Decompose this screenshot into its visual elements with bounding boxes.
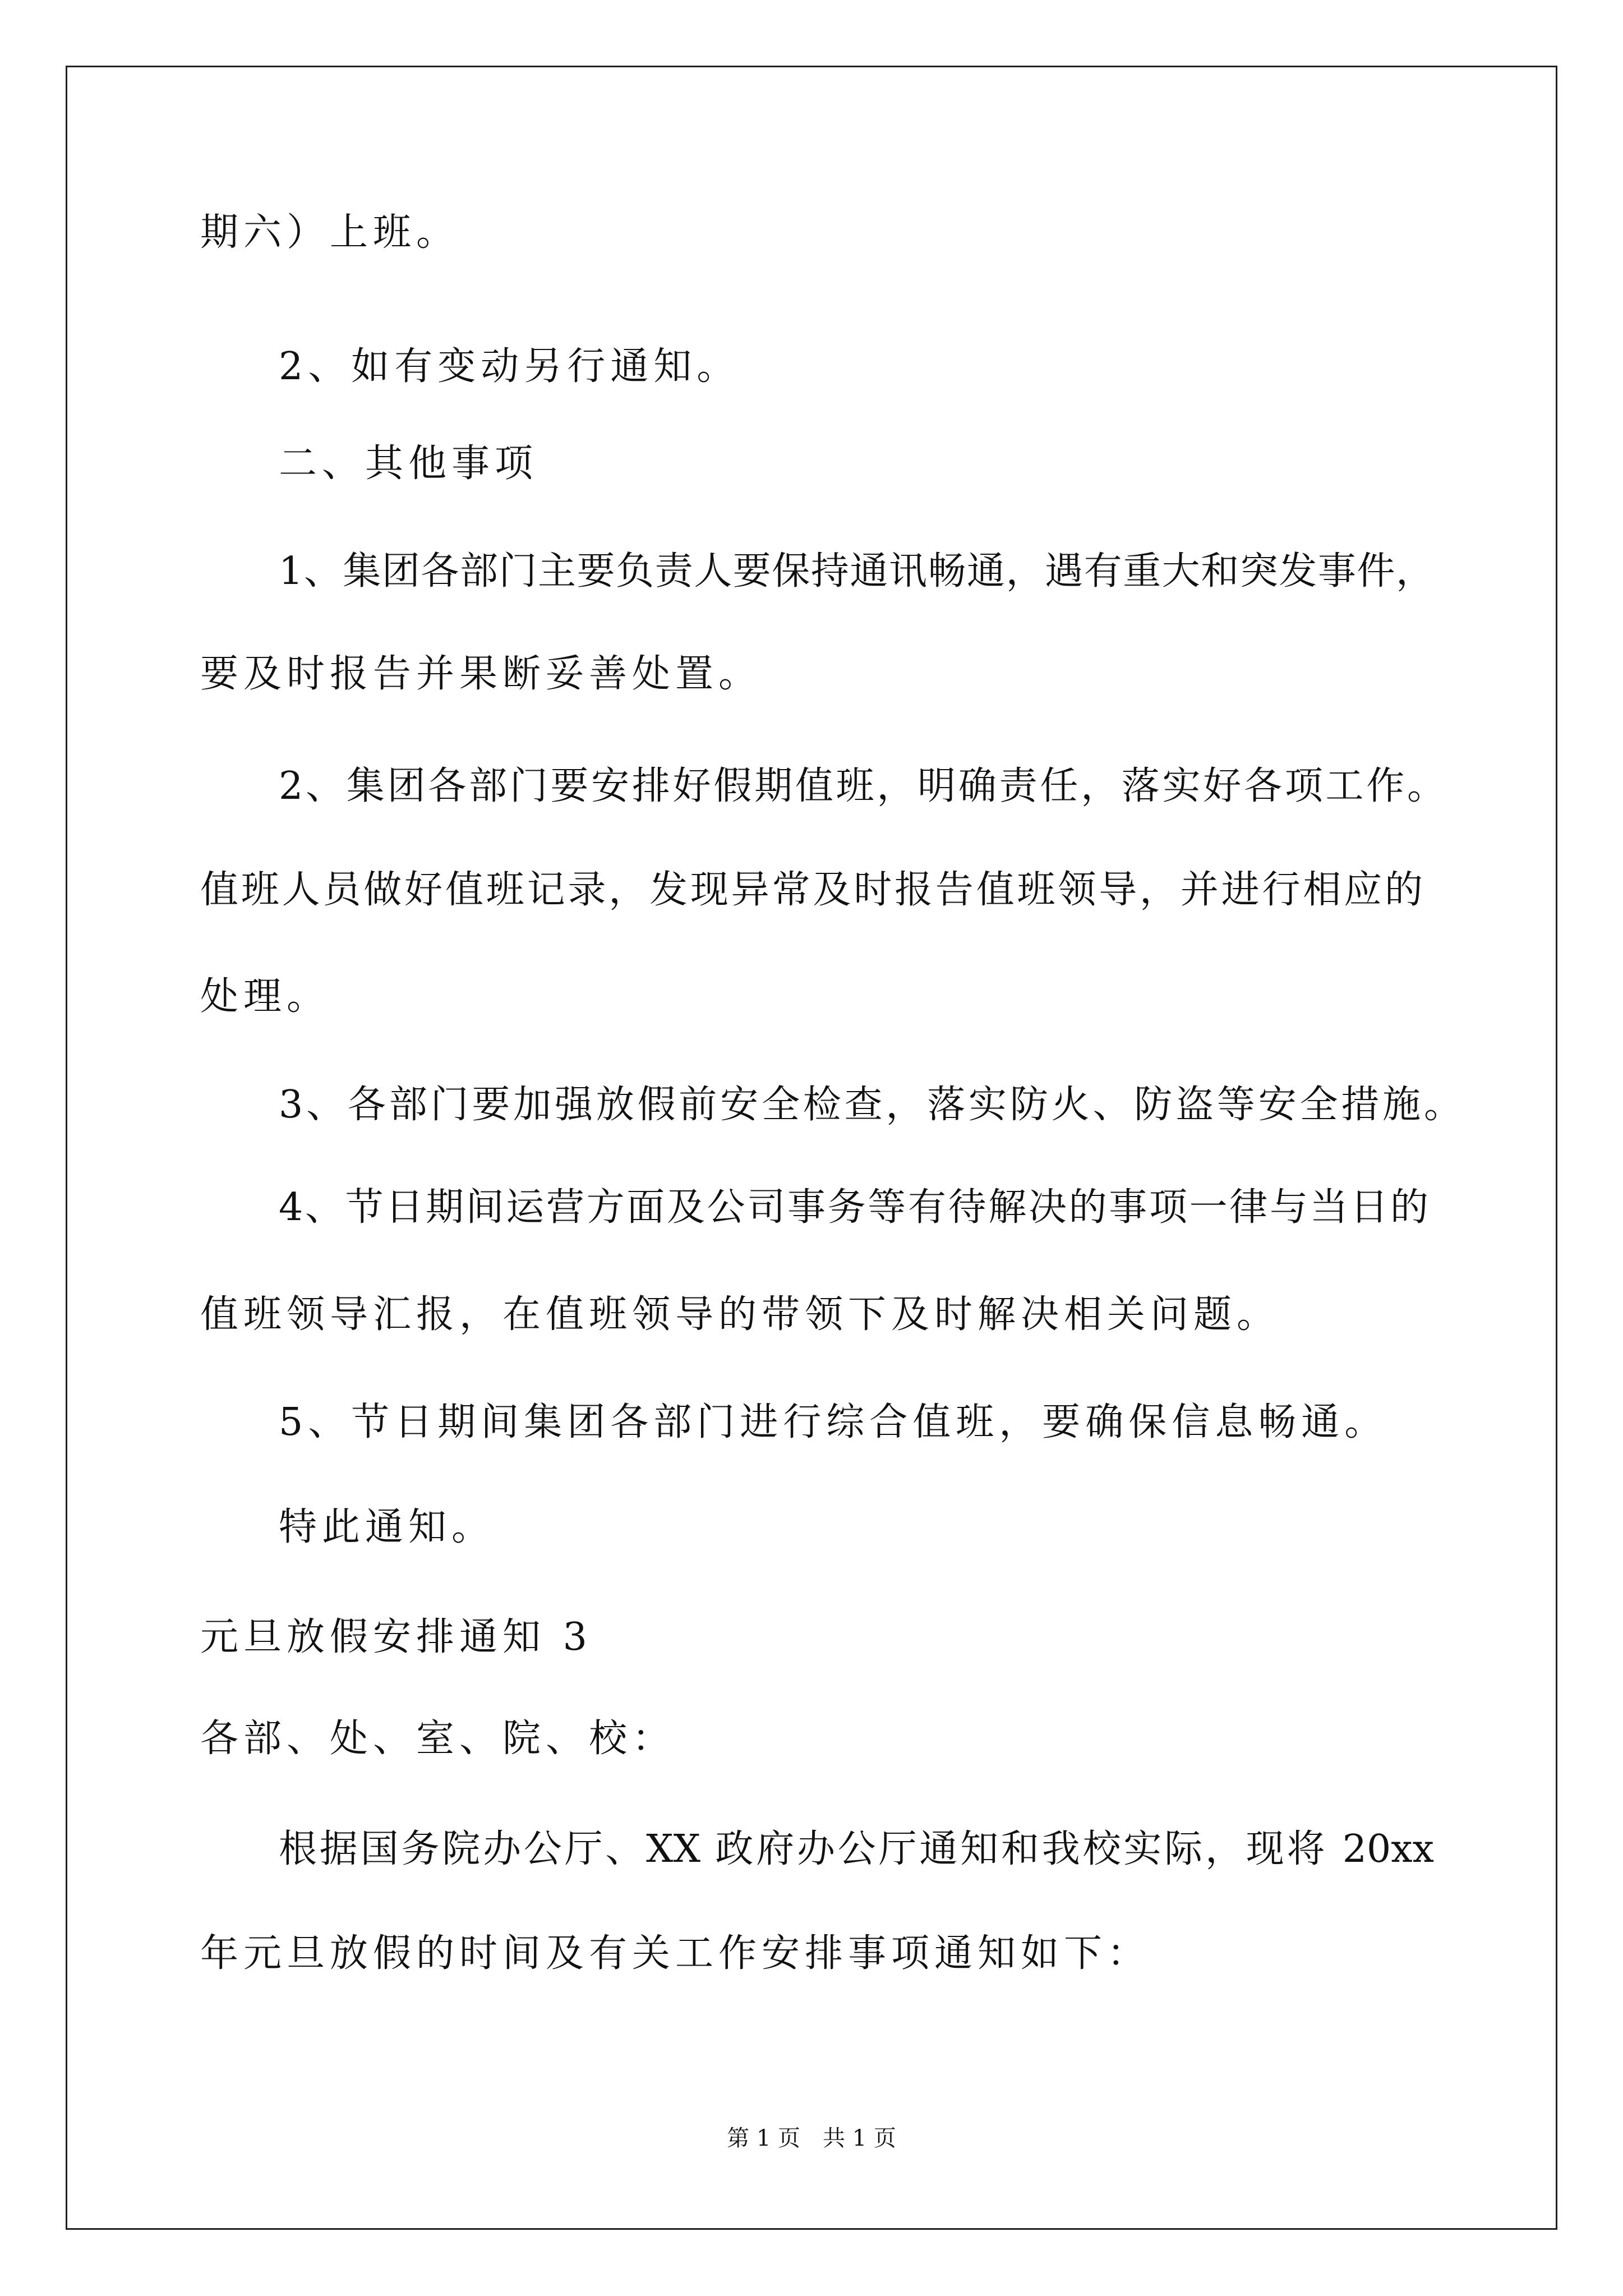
text-line: 年元旦放假的时间及有关工作安排事项通知如下： [200,1931,1151,1976]
salutation: 各部、处、室、院、校： [200,1717,676,1761]
text-line: 2、集团各部门要安排好假期值班，明确责任，落实好各项工作。 [279,764,1445,808]
text-line: 期六）上班。 [200,210,460,255]
text-line: 要及时报告并果断妥善处置。 [200,652,762,696]
text-line: 2、如有变动另行通知。 [279,344,740,389]
section-heading: 二、其他事项 [279,441,538,486]
text-line: 值班人员做好值班记录，发现异常及时报告值班领导，并进行相应的 [200,868,1423,912]
text-line: 3、各部门要加强放假前安全检查，落实防火、防盗等安全措施。 [279,1083,1462,1127]
text-line: 4、节日期间运营方面及公司事务等有待解决的事项一律与当日的 [279,1185,1428,1230]
text-line: 5、节日期间集团各部门进行综合值班，要确保信息畅通。 [279,1400,1388,1444]
text-line: 特此通知。 [279,1505,495,1549]
section-title: 元旦放假安排通知 3 [200,1615,592,1659]
text-line: 值班领导汇报，在值班领导的带领下及时解决相关问题。 [200,1292,1280,1337]
text-line: 处理。 [200,974,330,1019]
page-footer: 第 1 页 共 1 页 [727,2125,896,2151]
page-border [66,66,1557,2230]
text-line: 根据国务院办公厅、XX 政府办公厅通知和我校实际，现将 20xx [279,1827,1434,1871]
text-line: 1、集团各部门主要负责人要保持通讯畅通，遇有重大和突发事件， [279,549,1434,593]
